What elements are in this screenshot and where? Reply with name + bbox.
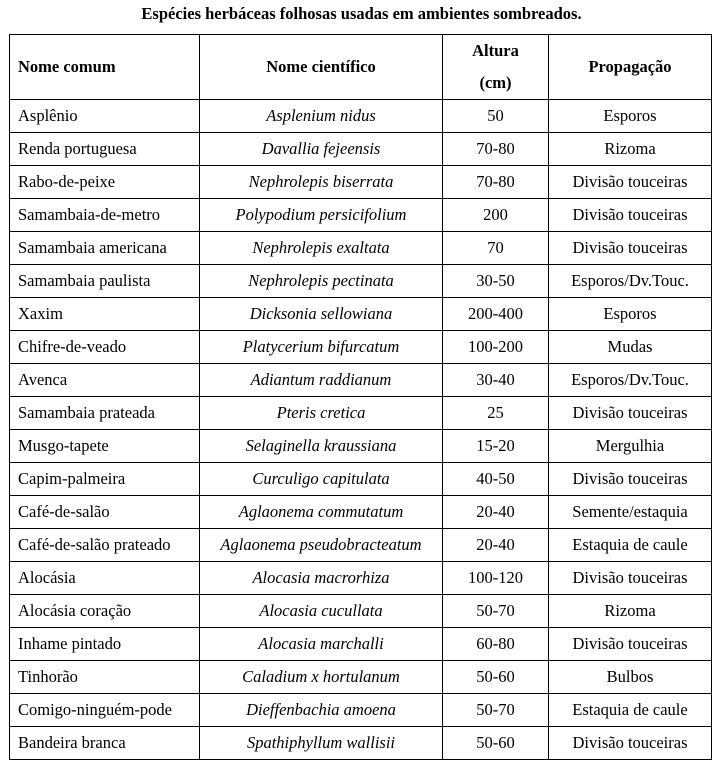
table-row [10, 463, 712, 496]
header-common-name: Nome comum [10, 35, 200, 100]
cell-scientific-name: Nephrolepis exaltata [200, 232, 443, 265]
cell-height: 60-80 [443, 628, 549, 661]
cell-height: 200-400 [443, 298, 549, 331]
cell-height: 15-20 [443, 430, 549, 463]
species-table [9, 34, 712, 760]
cell-common-name: Alocásia coração [10, 595, 200, 628]
table-row [10, 595, 712, 628]
cell-height: 50-60 [443, 727, 549, 760]
cell-height: 40-50 [443, 463, 549, 496]
cell-propagation: Divisão touceiras [549, 628, 712, 661]
cell-common-name: Renda portuguesa [10, 133, 200, 166]
cell-height: 100-120 [443, 562, 549, 595]
cell-propagation: Esporos/Dv.Touc. [549, 364, 712, 397]
cell-propagation: Divisão touceiras [549, 562, 712, 595]
header-height-unit: (cm) [479, 73, 512, 92]
cell-scientific-name: Asplenium nidus [200, 100, 443, 133]
table-row [10, 661, 712, 694]
table-row [10, 562, 712, 595]
cell-common-name: Samambaia-de-metro [10, 199, 200, 232]
cell-propagation: Semente/estaquia [549, 496, 712, 529]
cell-scientific-name: Alocasia macrorhiza [200, 562, 443, 595]
cell-scientific-name: Adiantum raddianum [200, 364, 443, 397]
cell-common-name: Inhame pintado [10, 628, 200, 661]
cell-propagation: Divisão touceiras [549, 727, 712, 760]
cell-height: 30-50 [443, 265, 549, 298]
cell-propagation: Esporos [549, 100, 712, 133]
table-title: Espécies herbáceas folhosas usadas em ambientes sombreados. [141, 4, 582, 23]
cell-height: 50-70 [443, 595, 549, 628]
cell-scientific-name: Aglaonema commutatum [200, 496, 443, 529]
cell-scientific-name: Caladium x hortulanum [200, 661, 443, 694]
cell-scientific-name: Dicksonia sellowiana [200, 298, 443, 331]
header-propagation: Propagação [549, 35, 712, 100]
cell-common-name: Samambaia americana [10, 232, 200, 265]
table-row [10, 727, 712, 760]
cell-propagation: Bulbos [549, 661, 712, 694]
table-row [10, 199, 712, 232]
cell-scientific-name: Nephrolepis pectinata [200, 265, 443, 298]
cell-scientific-name: Nephrolepis biserrata [200, 166, 443, 199]
cell-propagation: Divisão touceiras [549, 199, 712, 232]
cell-scientific-name: Davallia fejeensis [200, 133, 443, 166]
table-row [10, 100, 712, 133]
cell-scientific-name: Pteris cretica [200, 397, 443, 430]
cell-height: 100-200 [443, 331, 549, 364]
cell-height: 50 [443, 100, 549, 133]
cell-propagation: Divisão touceiras [549, 463, 712, 496]
cell-propagation: Rizoma [549, 133, 712, 166]
table-row [10, 397, 712, 430]
cell-height: 25 [443, 397, 549, 430]
header-scientific-name: Nome científico [200, 35, 443, 100]
cell-scientific-name: Selaginella kraussiana [200, 430, 443, 463]
cell-scientific-name: Dieffenbachia amoena [200, 694, 443, 727]
table-row [10, 298, 712, 331]
cell-common-name: Rabo-de-peixe [10, 166, 200, 199]
cell-height: 20-40 [443, 496, 549, 529]
cell-height: 70-80 [443, 166, 549, 199]
cell-height: 50-70 [443, 694, 549, 727]
cell-common-name: Chifre-de-veado [10, 331, 200, 364]
cell-propagation: Divisão touceiras [549, 166, 712, 199]
table-row [10, 496, 712, 529]
cell-height: 20-40 [443, 529, 549, 562]
cell-propagation: Esporos [549, 298, 712, 331]
cell-common-name: Café-de-salão [10, 496, 200, 529]
cell-propagation: Esporos/Dv.Touc. [549, 265, 712, 298]
header-height [443, 35, 549, 100]
table-row [10, 133, 712, 166]
cell-common-name: Avenca [10, 364, 200, 397]
cell-common-name: Xaxim [10, 298, 200, 331]
cell-propagation: Estaquia de caule [549, 529, 712, 562]
header-height-label: Altura [472, 41, 519, 60]
cell-scientific-name: Curculigo capitulata [200, 463, 443, 496]
cell-propagation: Rizoma [549, 595, 712, 628]
cell-common-name: Samambaia prateada [10, 397, 200, 430]
table-row [10, 529, 712, 562]
cell-common-name: Alocásia [10, 562, 200, 595]
cell-propagation: Divisão touceiras [549, 397, 712, 430]
cell-scientific-name: Platycerium bifurcatum [200, 331, 443, 364]
table-row [10, 265, 712, 298]
cell-scientific-name: Alocasia cucullata [200, 595, 443, 628]
cell-common-name: Capim-palmeira [10, 463, 200, 496]
cell-common-name: Comigo-ninguém-pode [10, 694, 200, 727]
table-row [10, 232, 712, 265]
cell-scientific-name: Alocasia marchalli [200, 628, 443, 661]
cell-common-name: Asplênio [10, 100, 200, 133]
cell-propagation: Mergulhia [549, 430, 712, 463]
table-row [10, 166, 712, 199]
cell-common-name: Bandeira branca [10, 727, 200, 760]
table-row [10, 430, 712, 463]
cell-height: 200 [443, 199, 549, 232]
cell-height: 50-60 [443, 661, 549, 694]
cell-propagation: Estaquia de caule [549, 694, 712, 727]
cell-common-name: Café-de-salão prateado [10, 529, 200, 562]
header-row [10, 35, 712, 100]
cell-propagation: Divisão touceiras [549, 232, 712, 265]
cell-propagation: Mudas [549, 331, 712, 364]
cell-common-name: Musgo-tapete [10, 430, 200, 463]
table-row [10, 331, 712, 364]
cell-height: 30-40 [443, 364, 549, 397]
table-row [10, 694, 712, 727]
cell-common-name: Samambaia paulista [10, 265, 200, 298]
cell-scientific-name: Aglaonema pseudobracteatum [200, 529, 443, 562]
table-row [10, 628, 712, 661]
cell-height: 70-80 [443, 133, 549, 166]
cell-common-name: Tinhorão [10, 661, 200, 694]
table-row [10, 364, 712, 397]
cell-scientific-name: Polypodium persicifolium [200, 199, 443, 232]
cell-height: 70 [443, 232, 549, 265]
cell-scientific-name: Spathiphyllum wallisii [200, 727, 443, 760]
